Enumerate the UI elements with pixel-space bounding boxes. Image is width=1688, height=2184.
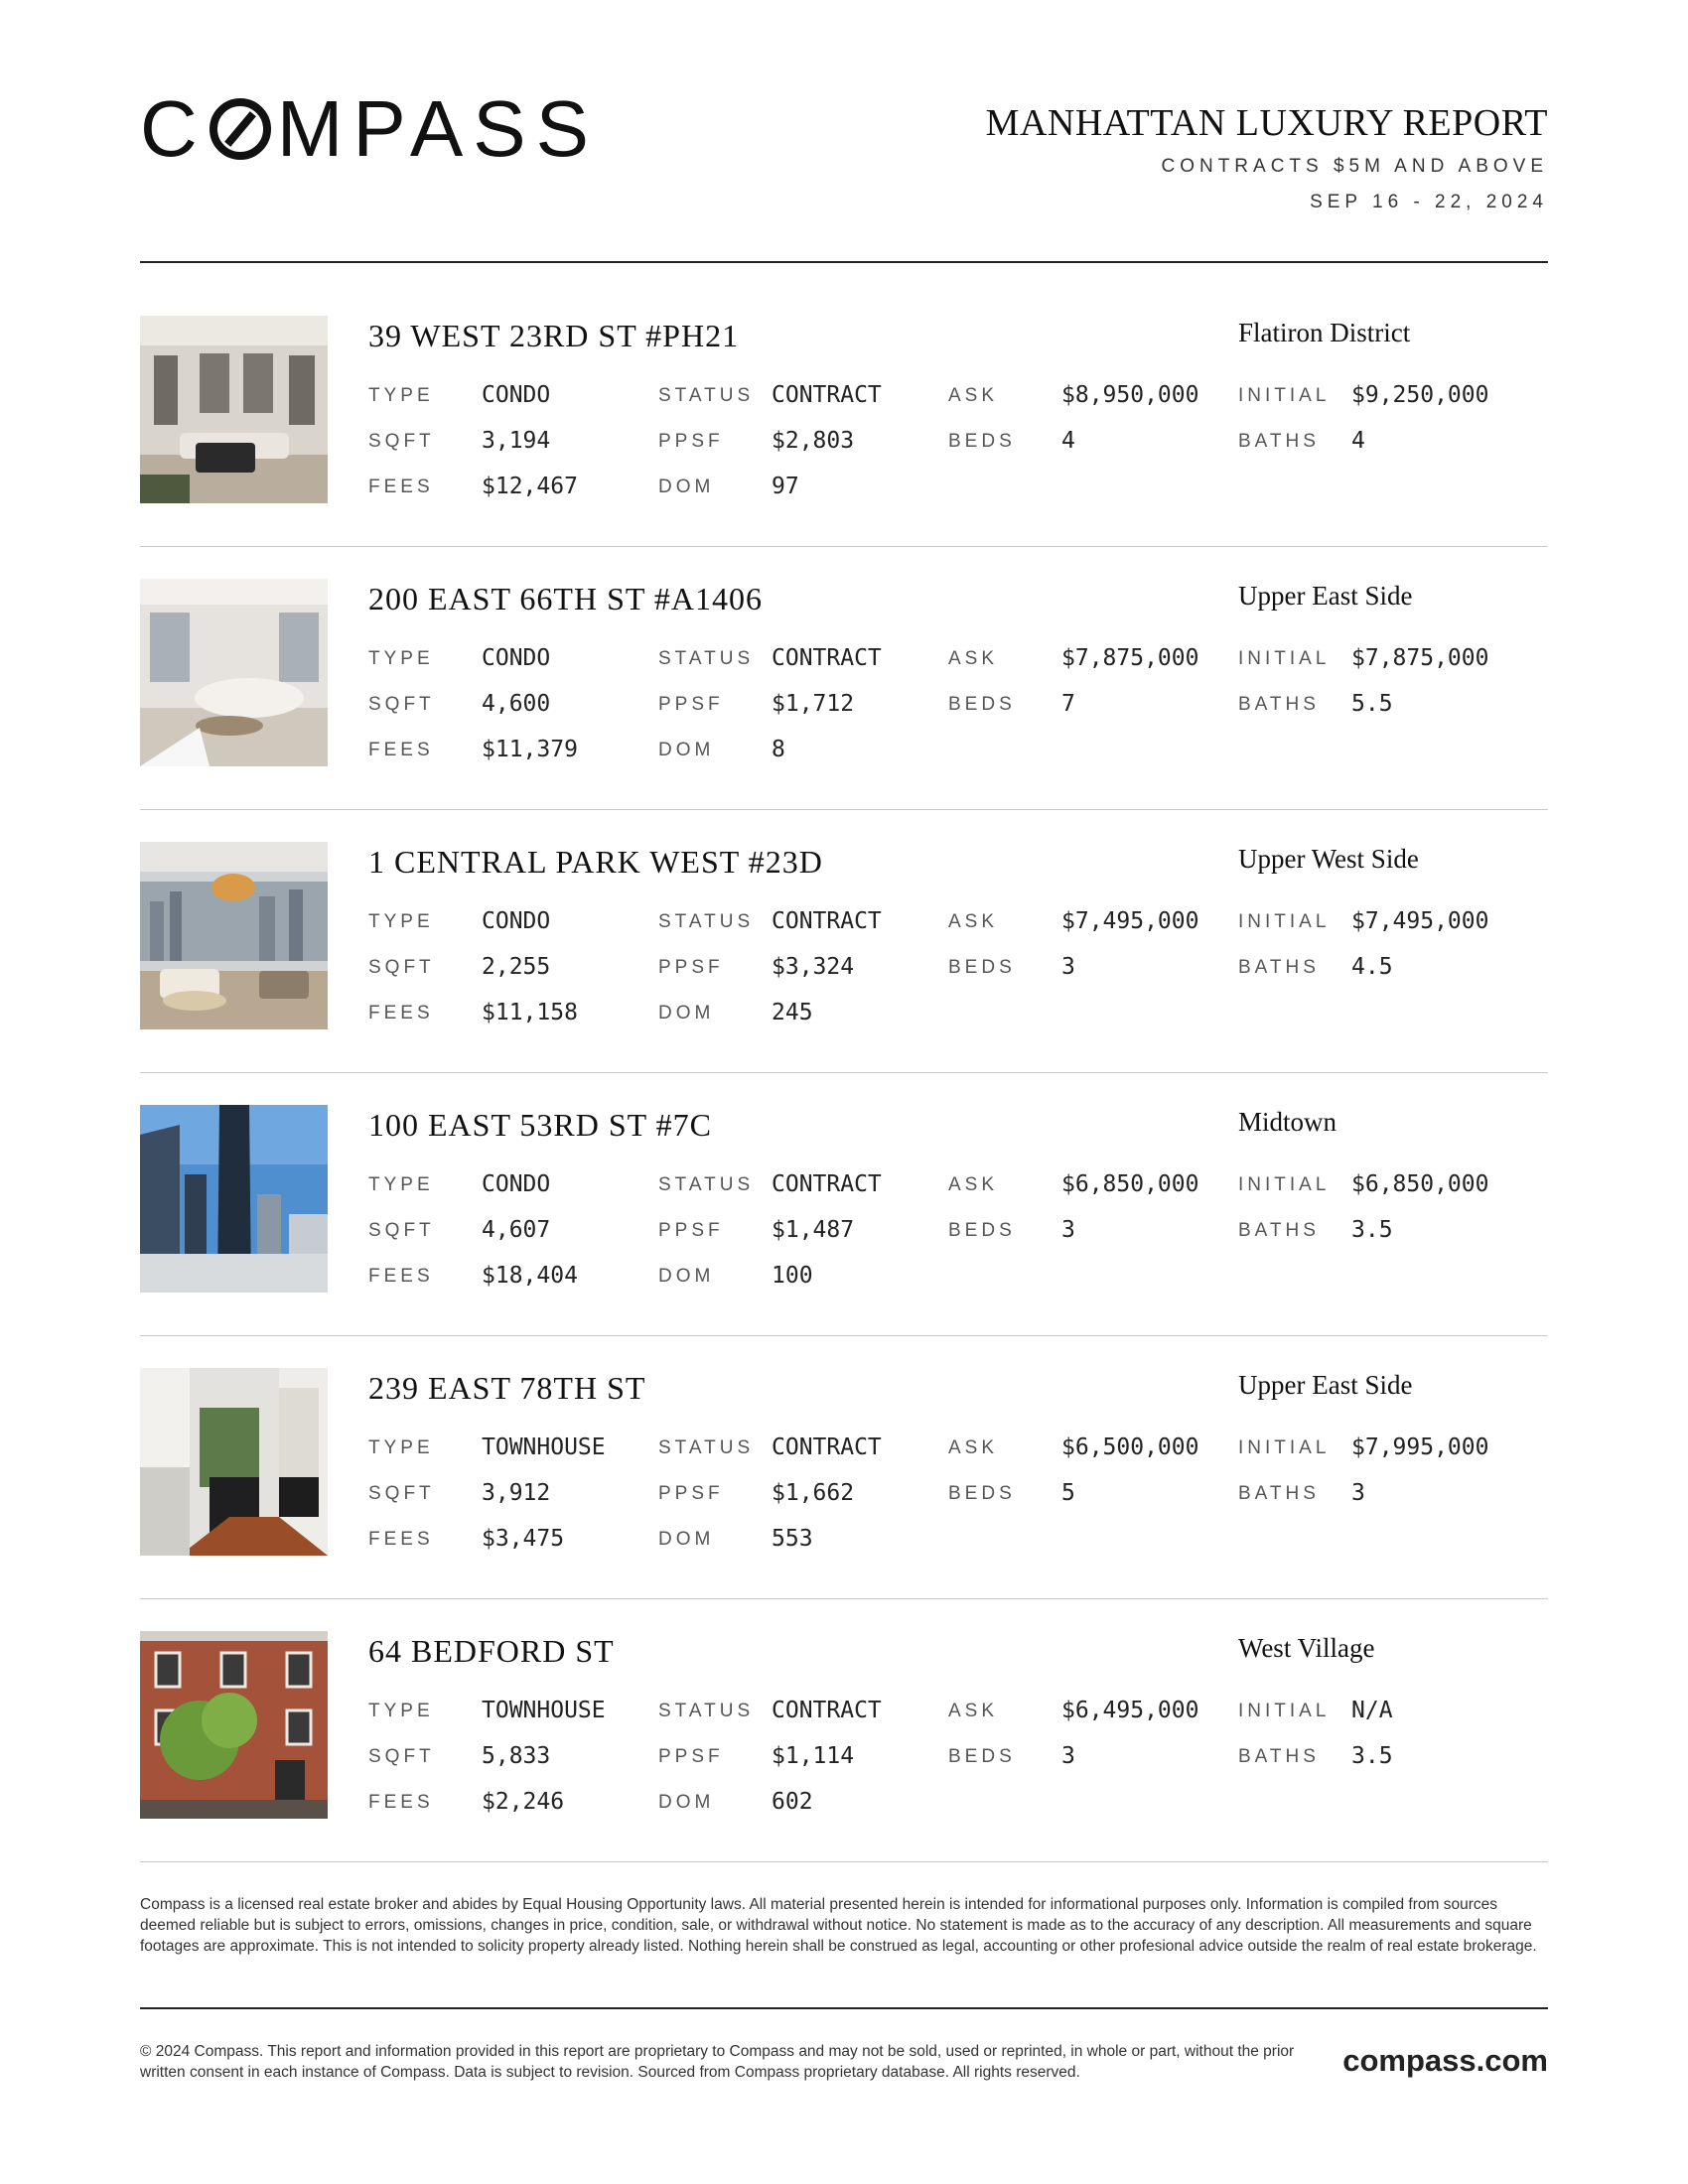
listing-neighborhood: West Village [1238,1633,1375,1663]
initial-label: INITIAL [1238,1174,1331,1195]
listing-photo [140,579,328,766]
listing-card [140,579,1548,842]
listing-neighborhood: Upper East Side [1238,1370,1413,1400]
sqft-label: SQFT [368,1483,435,1504]
beds-value: 4 [1061,428,1075,454]
dom-value: 245 [772,1000,813,1025]
ppsf-value: $2,803 [772,428,855,454]
ask-label: ASK [948,1437,999,1458]
initial-label: INITIAL [1238,1437,1331,1458]
initial-label: INITIAL [1238,648,1331,669]
ask-label: ASK [948,385,999,406]
ask-value: $7,495,000 [1061,908,1199,934]
ppsf-label: PPSF [658,694,724,715]
ask-value: $7,875,000 [1061,645,1199,671]
listing-photo [140,1368,328,1556]
type-label: TYPE [368,385,434,406]
ppsf-label: PPSF [658,1483,724,1504]
dom-value: 100 [772,1263,813,1289]
ppsf-value: $1,662 [772,1480,855,1506]
baths-value: 5.5 [1351,691,1393,717]
ppsf-label: PPSF [658,431,724,452]
fees-value: $2,246 [482,1789,565,1815]
listing-neighborhood: Upper West Side [1238,844,1419,874]
type-value: CONDO [482,908,551,934]
sqft-label: SQFT [368,694,435,715]
status-label: STATUS [658,1174,755,1195]
fees-label: FEES [368,1266,434,1287]
ppsf-value: $1,487 [772,1217,855,1243]
dom-label: DOM [658,1529,715,1550]
fees-label: FEES [368,1529,434,1550]
beds-value: 3 [1061,1743,1075,1769]
listing-card [140,842,1548,1105]
listing-divider [140,809,1548,810]
ppsf-label: PPSF [658,957,724,978]
beds-value: 5 [1061,1480,1075,1506]
beds-label: BEDS [948,1220,1016,1241]
living-room-photo-icon [140,579,328,766]
baths-value: 4.5 [1351,954,1393,980]
copyright-notice: © 2024 Compass. This report and information provided in this report are proprietary to Compass and may not be sold, used or reprinted, in whole or part, without the prior written consent in each instance of Compass. Data is subject to revision. Sourced from Compass proprietary database. All rights reserved. [140,2043,1295,2081]
website-link[interactable]: compass.com [1342,2043,1548,2078]
ask-label: ASK [948,648,999,669]
dom-label: DOM [658,477,715,497]
fees-value: $12,467 [482,474,578,499]
status-value: CONTRACT [772,645,882,671]
listing-divider [140,1598,1548,1599]
dom-value: 97 [772,474,799,499]
listing-address: 100 EAST 53RD ST #7C [368,1107,712,1143]
dom-value: 602 [772,1789,813,1815]
listing-card [140,1368,1548,1631]
listing-divider [140,1335,1548,1336]
baths-value: 3.5 [1351,1743,1393,1769]
beds-label: BEDS [948,957,1016,978]
listing-photo [140,842,328,1029]
legal-disclaimer: Compass is a licensed real estate broker and abides by Equal Housing Opportunity laws. All material presented herein is intended for informational purposes only. Information is compiled from sources deemed reliable but is subject to errors, omissions, changes in price, condition, sale, or withdrawal without notice. No statement is made as to the accuracy of any description. All measurements and square footages are approximate. This is not intended to solicity property already listed. Nothing herein shall be construed as legal, accounting or other profesional advice outside the realm of real estate brokerage. [140,1896,1537,1955]
type-value: CONDO [482,382,551,408]
sqft-value: 2,255 [482,954,551,980]
type-label: TYPE [368,648,434,669]
baths-value: 4 [1351,428,1365,454]
initial-value: $6,850,000 [1351,1171,1489,1197]
beds-value: 7 [1061,691,1075,717]
fees-value: $11,158 [482,1000,578,1025]
type-label: TYPE [368,911,434,932]
beds-label: BEDS [948,1746,1016,1767]
initial-label: INITIAL [1238,385,1331,406]
dom-value: 553 [772,1526,813,1552]
listing-address: 200 EAST 66TH ST #A1406 [368,581,763,616]
ppsf-value: $1,712 [772,691,855,717]
initial-value: $7,995,000 [1351,1434,1489,1460]
dom-value: 8 [772,737,785,762]
header-divider [140,261,1548,263]
listing-neighborhood: Midtown [1238,1107,1337,1137]
status-label: STATUS [658,1437,755,1458]
ppsf-label: PPSF [658,1746,724,1767]
sqft-label: SQFT [368,1746,435,1767]
sqft-label: SQFT [368,957,435,978]
sqft-value: 3,194 [482,428,551,454]
baths-label: BATHS [1238,431,1320,452]
sqft-label: SQFT [368,431,435,452]
ask-label: ASK [948,1174,999,1195]
city-view-room-photo-icon [140,842,328,1029]
fees-label: FEES [368,1003,434,1024]
listing-divider [140,1861,1548,1862]
ask-label: ASK [948,1701,999,1721]
baths-label: BATHS [1238,1220,1320,1241]
baths-label: BATHS [1238,957,1320,978]
dom-label: DOM [658,1266,715,1287]
sqft-label: SQFT [368,1220,435,1241]
status-value: CONTRACT [772,1171,882,1197]
beds-label: BEDS [948,694,1016,715]
status-value: CONTRACT [772,1698,882,1723]
baths-label: BATHS [1238,694,1320,715]
listing-card [140,1631,1548,1894]
dom-label: DOM [658,740,715,760]
ppsf-value: $3,324 [772,954,855,980]
status-value: CONTRACT [772,908,882,934]
type-value: CONDO [482,645,551,671]
baths-value: 3 [1351,1480,1365,1506]
type-label: TYPE [368,1701,434,1721]
listing-neighborhood: Flatiron District [1238,318,1411,347]
fees-value: $3,475 [482,1526,565,1552]
listing-divider [140,1072,1548,1073]
type-label: TYPE [368,1174,434,1195]
ask-value: $8,950,000 [1061,382,1199,408]
listing-address: 1 CENTRAL PARK WEST #23D [368,844,823,880]
listing-address: 39 WEST 23RD ST #PH21 [368,318,740,353]
ask-value: $6,495,000 [1061,1698,1199,1723]
listing-card [140,316,1548,579]
baths-label: BATHS [1238,1483,1320,1504]
listing-photo [140,316,328,503]
status-value: CONTRACT [772,1434,882,1460]
sqft-value: 4,600 [482,691,551,717]
status-label: STATUS [658,911,755,932]
living-room-photo-icon [140,316,328,503]
initial-label: INITIAL [1238,1701,1331,1721]
townhouse-facade-photo-icon [140,1631,328,1819]
compass-logo: C MPASS [140,84,599,173]
beds-label: BEDS [948,1483,1016,1504]
type-value: TOWNHOUSE [482,1434,606,1460]
listing-divider [140,546,1548,547]
listing-address: 64 BEDFORD ST [368,1633,615,1669]
ask-value: $6,500,000 [1061,1434,1199,1460]
report-subtitle: CONTRACTS $5M AND ABOVE [1161,156,1548,177]
initial-value: $7,495,000 [1351,908,1489,934]
initial-value: $9,250,000 [1351,382,1489,408]
kitchen-photo-icon [140,1368,328,1556]
listing-photo [140,1631,328,1819]
listing-neighborhood: Upper East Side [1238,581,1413,611]
beds-value: 3 [1061,954,1075,980]
fees-value: $18,404 [482,1263,578,1289]
status-label: STATUS [658,385,755,406]
footer-divider [140,2007,1548,2009]
compass-logo-mark-icon [210,98,271,160]
fees-label: FEES [368,740,434,760]
status-value: CONTRACT [772,382,882,408]
ask-value: $6,850,000 [1061,1171,1199,1197]
dom-label: DOM [658,1003,715,1024]
type-value: TOWNHOUSE [482,1698,606,1723]
status-label: STATUS [658,1701,755,1721]
initial-value: N/A [1351,1698,1393,1723]
baths-label: BATHS [1238,1746,1320,1767]
report-date-range: SEP 16 - 22, 2024 [1310,192,1548,212]
ask-label: ASK [948,911,999,932]
report-title: MANHATTAN LUXURY REPORT [985,102,1548,144]
fees-label: FEES [368,477,434,497]
skyscraper-photo-icon [140,1105,328,1293]
report-header [140,0,1548,264]
fees-value: $11,379 [482,737,578,762]
listing-address: 239 EAST 78TH ST [368,1370,646,1406]
ppsf-value: $1,114 [772,1743,855,1769]
baths-value: 3.5 [1351,1217,1393,1243]
initial-label: INITIAL [1238,911,1331,932]
ppsf-label: PPSF [658,1220,724,1241]
beds-value: 3 [1061,1217,1075,1243]
type-value: CONDO [482,1171,551,1197]
listing-card [140,1105,1548,1368]
report-page [140,0,1548,2081]
beds-label: BEDS [948,431,1016,452]
status-label: STATUS [658,648,755,669]
sqft-value: 4,607 [482,1217,551,1243]
fees-label: FEES [368,1792,434,1813]
sqft-value: 5,833 [482,1743,551,1769]
listing-photo [140,1105,328,1293]
initial-value: $7,875,000 [1351,645,1489,671]
sqft-value: 3,912 [482,1480,551,1506]
dom-label: DOM [658,1792,715,1813]
type-label: TYPE [368,1437,434,1458]
